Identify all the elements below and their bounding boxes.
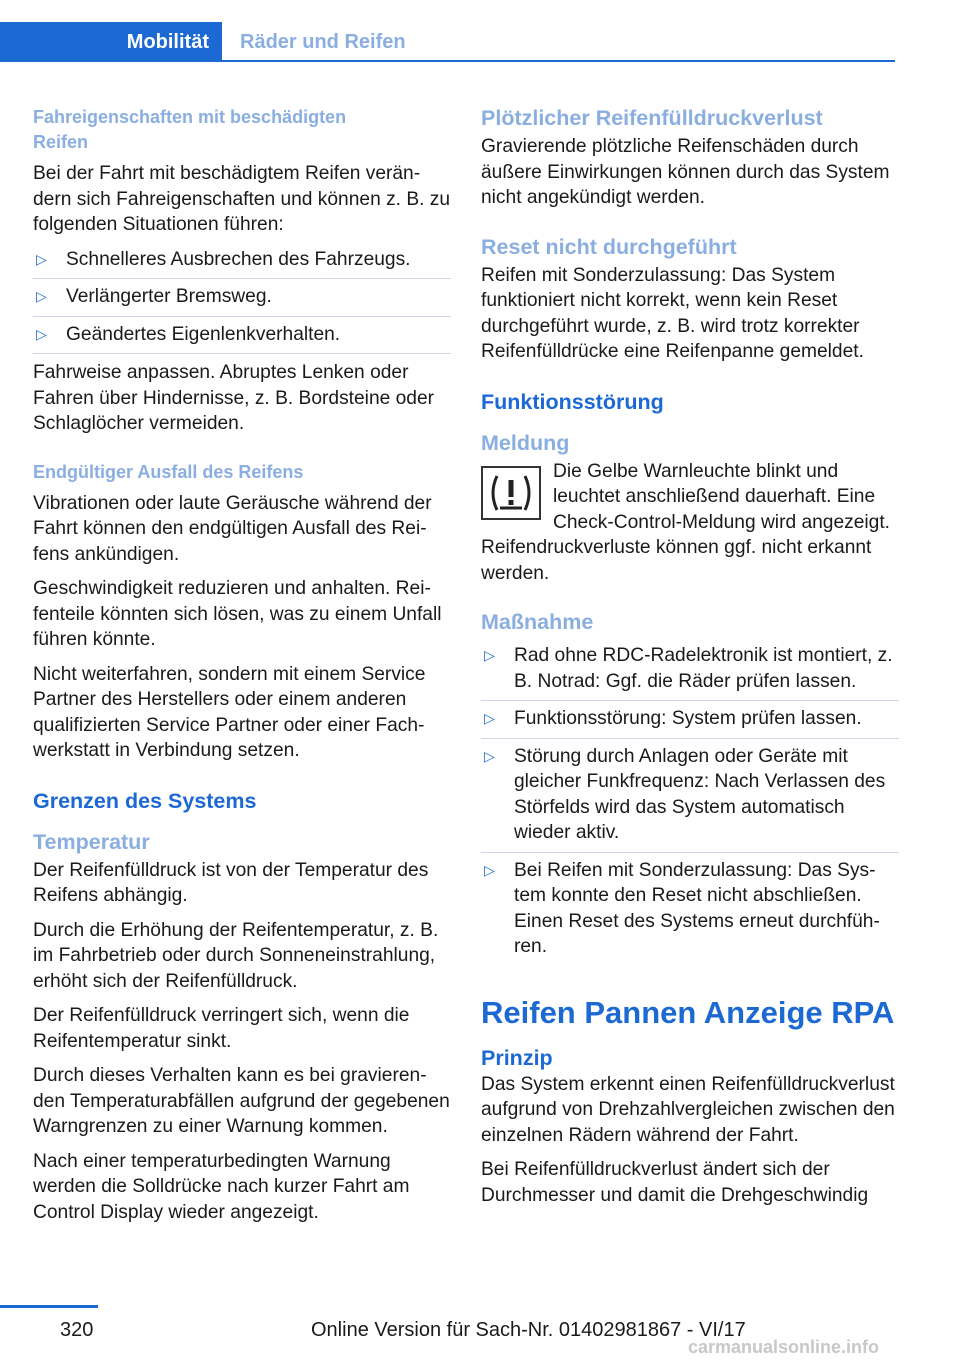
list-item: ▷ Funktionsstörung: System prüfen lassen. xyxy=(481,706,899,739)
heading-system-limits: Grenzen des Systems xyxy=(33,788,257,813)
paragraph: Nicht weiterfahren, sondern mit einem Service Partner des Herstellers oder einem anderen qualifizierten Service Partner oder einer Fachwerkstatt in Verbindung setzen. xyxy=(33,663,426,761)
header-chapter-label: Räder und Reifen xyxy=(240,31,406,53)
message-block xyxy=(481,459,899,596)
paragraph: Reifen mit Sonderzulassung: Das System funktioniert nicht korrekt, wenn kein Reset durchgeführt wurde, z. B. wird trotz korrekter Reifenfülldrücke eine Reifenpanne gemeldet. xyxy=(481,264,864,362)
tire-pressure-warning-icon xyxy=(481,466,541,520)
header-section-tab xyxy=(0,22,222,62)
list-item: ▷ Geändertes Eigenlenkverhalten. xyxy=(33,322,451,355)
right-column xyxy=(481,105,899,1217)
triangle-bullet-icon: ▷ xyxy=(36,250,47,267)
heading-damaged-tires: Fahreigenschaften mit beschädigten Reifen xyxy=(33,107,347,152)
watermark: carmanualsonline.info xyxy=(688,1337,880,1357)
heading-sudden-loss: Plötzlicher Reifenfülldruckverlust xyxy=(481,106,823,130)
triangle-bullet-icon: ▷ xyxy=(484,647,495,663)
paragraph: Der Reifenfülldruck ist von der Temperatur des Reifens abhängig. xyxy=(33,859,429,906)
header-section-label: Mobilität xyxy=(126,31,209,53)
paragraph: Der Reifenfülldruck verringert sich, wenn die Reifentemperatur sinkt. xyxy=(33,1005,410,1052)
footer-rule xyxy=(0,1305,98,1308)
page-number: 320 xyxy=(60,1319,94,1341)
triangle-bullet-icon: ▷ xyxy=(36,325,47,342)
heading-principle: Prinzip xyxy=(481,1045,553,1070)
paragraph: Vibrationen oder laute Geräusche während der Fahrt können den endgültigen Ausfall des Reifens ankündigen. xyxy=(33,492,432,565)
list-item: ▷ Rad ohne RDC-Radelektronik ist montiert, z. B. Notrad: Ggf. die Räder prüfen lassen. xyxy=(481,643,899,701)
list-item: ▷ Schnelleres Ausbrechen des Fahrzeugs. xyxy=(33,247,451,280)
header-rule xyxy=(222,60,895,62)
paragraph: Durch die Erhöhung der Reifentemperatur, z. B. im Fahrbetrieb oder durch Sonneneinstrahlung, erhöht sich der Reifenfülldruck. xyxy=(33,919,439,992)
heading-measure: Maßnahme xyxy=(481,610,594,634)
list-measure xyxy=(481,643,899,966)
paragraph: Das System erkennt einen Reifenfülldruckverlust aufgrund von Drehzahlvergleichen zwischen den einzelnen Rädern während der Fahrt. xyxy=(481,1073,895,1146)
online-version-note: Online Version für Sach-Nr. 01402981867 - VI/17 xyxy=(311,1319,746,1341)
triangle-bullet-icon: ▷ xyxy=(484,747,495,764)
list-damaged xyxy=(33,247,451,355)
list-item: ▷ Verlängerter Bremsweg. xyxy=(33,284,451,317)
heading-temperature: Temperatur xyxy=(33,829,150,854)
list-item: ▷ Störung durch Anlagen oder Geräte mit gleicher Funkfrequenz: Nach Verlassen des Störfelds wird das System automatisch wieder aktiv. xyxy=(481,744,899,853)
paragraph: Gravierende plötzliche Reifenschäden durch äußere Einwirkungen können durch das System nicht angekündigt werden. xyxy=(481,136,890,208)
paragraph: Die Gelbe Warnleuchte blinkt und leuchtet anschließend dauerhaft. Eine Check-Control-Meldung wird angezeigt. Reifendruckverluste können ggf. nicht erkannt werden. xyxy=(481,460,891,584)
heading-tire-failure: Endgültiger Ausfall des Reifens xyxy=(33,461,304,482)
heading-reset-not-done: Reset nicht durchgeführt xyxy=(481,234,737,259)
triangle-bullet-icon: ▷ xyxy=(36,288,47,304)
heading-message: Meldung xyxy=(481,430,570,455)
heading-rpa: Reifen Pannen Anzeige RPA xyxy=(481,994,895,1030)
heading-malfunction: Funktionsstörung xyxy=(481,389,664,414)
triangle-bullet-icon: ▷ xyxy=(484,861,495,878)
paragraph: Nach einer temperaturbedingten Warnung werden die Solldrücke nach kurzer Fahrt am Control Display wieder angezeigt. xyxy=(33,1150,410,1223)
paragraph: Durch dieses Verhalten kann es bei gravierenden Temperaturabfällen aufgrund der gegebenen Warngrenzen zu einer Warnung kommen. xyxy=(33,1065,450,1137)
paragraph: Bei Reifenfülldruckverlust ändert sich der Durchmesser und damit die Drehgeschwindig xyxy=(481,1159,869,1206)
paragraph: Geschwindigkeit reduzieren und anhalten. Reifenteile könnten sich lösen, was zu einem Unfall führen könnte. xyxy=(33,578,442,650)
paragraph: Fahrweise anpassen. Abruptes Lenken oder Fahren über Hindernisse, z. B. Bordsteine oder Schlaglöcher vermeiden. xyxy=(33,362,435,434)
paragraph: Bei der Fahrt mit beschädigtem Reifen verändern sich Fahreigenschaften und können z. B. zu folgenden Situationen führen: xyxy=(33,163,451,235)
left-column xyxy=(33,105,451,1234)
list-item: ▷ Bei Reifen mit Sonderzulassung: Das System konnte den Reset nicht abschließen. Einen Reset des Systems erneut durchführen. xyxy=(484,859,880,957)
triangle-bullet-icon: ▷ xyxy=(484,710,495,726)
